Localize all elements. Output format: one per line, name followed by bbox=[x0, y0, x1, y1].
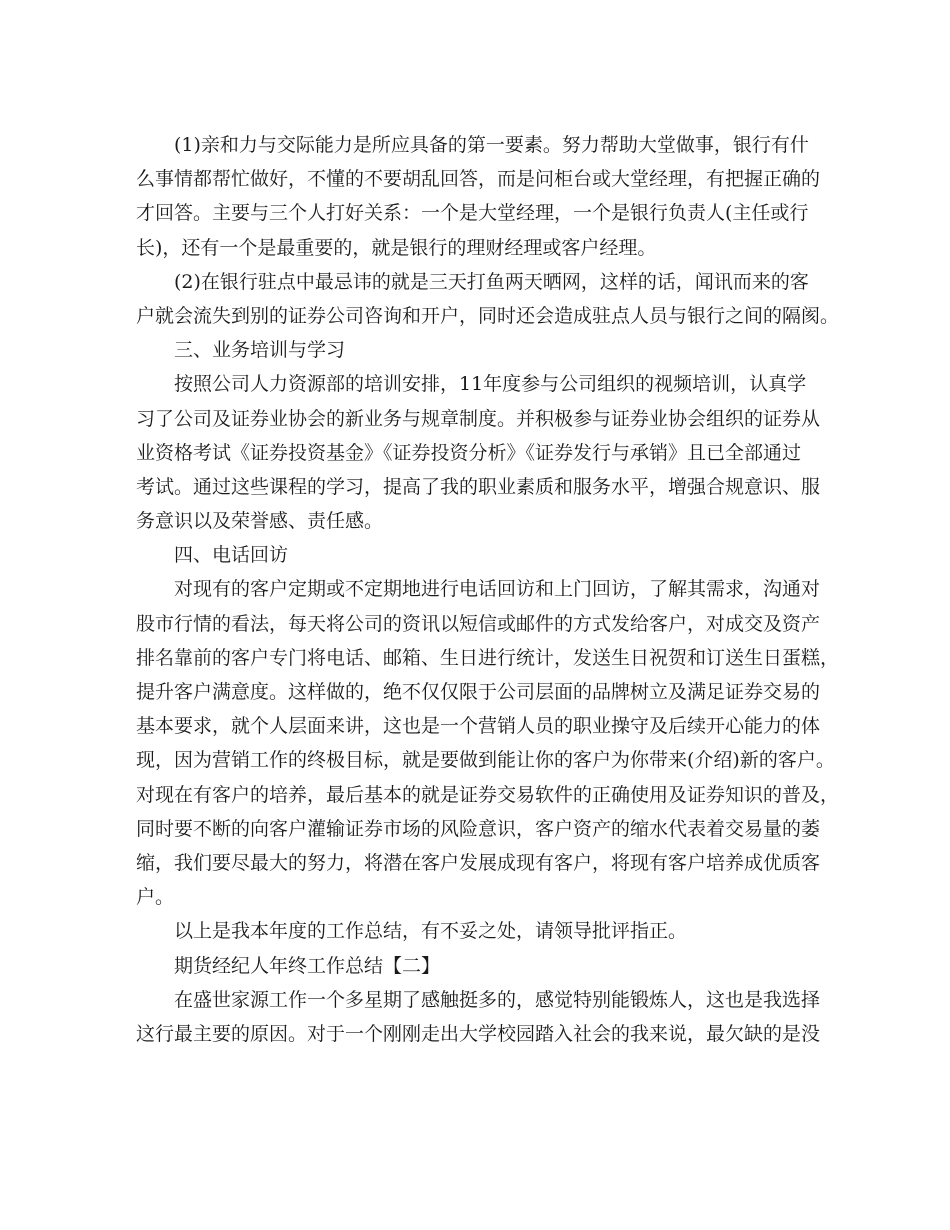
paragraph-line: 提升客户满意度。这样做的，绝不仅仅限于公司层面的品牌树立及满足证券交易的 bbox=[136, 681, 821, 703]
paragraph-line: 基本要求，就个人层面来讲，这也是一个营销人员的职业操守及后续开心能力的体 bbox=[136, 715, 821, 738]
paragraph-line: (2)在银行驻点中最忌讳的就是三天打鱼两天晒网，这样的话，闻讯而来的客 bbox=[174, 270, 809, 293]
paragraph-line: 户就会流失到别的证券公司咨询和开户，同时还会造成驻点人员与银行之间的隔阂。 bbox=[136, 304, 840, 327]
section-heading: 三、业务培训与学习 bbox=[174, 339, 346, 362]
paragraph-line: 以上是我本年度的工作总结，有不妥之处，请领导批评指正。 bbox=[174, 920, 688, 943]
paragraph-line: (1)亲和力与交际能力是所应具备的第一要素。努力帮助大堂做事，银行有什 bbox=[174, 134, 809, 156]
paragraph-line: 同时要不断的向客户灌输证券市场的风险意识，客户资产的缩水代表着交易量的萎 bbox=[136, 817, 821, 840]
paragraph-line: 么事情都帮忙做好，不懂的不要胡乱回答，而是问柜台或大堂经理，有把握正确的 bbox=[136, 168, 821, 191]
section-heading: 期货经纪人年终工作总结【二】 bbox=[174, 954, 441, 977]
paragraph-line: 按照公司人力资源部的培训安排，11年度参与公司组织的视频培训，认真学 bbox=[174, 373, 807, 396]
paragraph-line: 长)，还有一个是最重要的，就是银行的理财经理或客户经理。 bbox=[136, 236, 657, 259]
paragraph-line: 这行最主要的原因。对于一个刚刚走出大学校园踏入社会的我来说，最欠缺的是没 bbox=[136, 1022, 821, 1045]
paragraph-line: 缩，我们要尽最大的努力，将潜在客户发展成现有客户，将现有客户培养成优质客 bbox=[136, 851, 821, 874]
paragraph-line: 业资格考试《证券投资基金》《证券投资分析》《证券发行与承销》且已全部通过 bbox=[136, 441, 802, 464]
paragraph-line: 户。 bbox=[136, 886, 175, 909]
paragraph-line: 在盛世家源工作一个多星期了感触挺多的，感觉特别能锻炼人，这也是我选择 bbox=[174, 988, 821, 1011]
paragraph-line: 股市行情的看法，每天将公司的资讯以短信或邮件的方式发给客户，对成交及资产 bbox=[136, 612, 821, 635]
paragraph-line: 对现有的客户定期或不定期地进行电话回访和上门回访，了解其需求，沟通对 bbox=[174, 578, 821, 601]
paragraph-line: 现，因为营销工作的终极目标，就是要做到能让你的客户为你带来(介绍)新的客户。 bbox=[136, 749, 835, 772]
paragraph-line: 考试。通过这些课程的学习，提高了我的职业素质和服务水平，增强合规意识、服 bbox=[136, 475, 821, 498]
paragraph-line: 习了公司及证券业协会的新业务与规章制度。并积极参与证券业协会组织的证券从 bbox=[136, 407, 821, 430]
document-body bbox=[136, 128, 840, 1051]
section-heading: 四、电话回访 bbox=[174, 544, 289, 567]
paragraph-line: 务意识以及荣誉感、责任感。 bbox=[136, 510, 384, 533]
paragraph-line: 排名靠前的客户专门将电话、邮箱、生日进行统计，发送生日祝贺和订送生日蛋糕， bbox=[136, 646, 840, 669]
paragraph-line: 对现在有客户的培养，最后基本的就是证券交易软件的正确使用及证券知识的普及， bbox=[136, 783, 840, 806]
paragraph-line: 才回答。主要与三个人打好关系：一个是大堂经理，一个是银行负责人(主任或行 bbox=[136, 202, 809, 225]
